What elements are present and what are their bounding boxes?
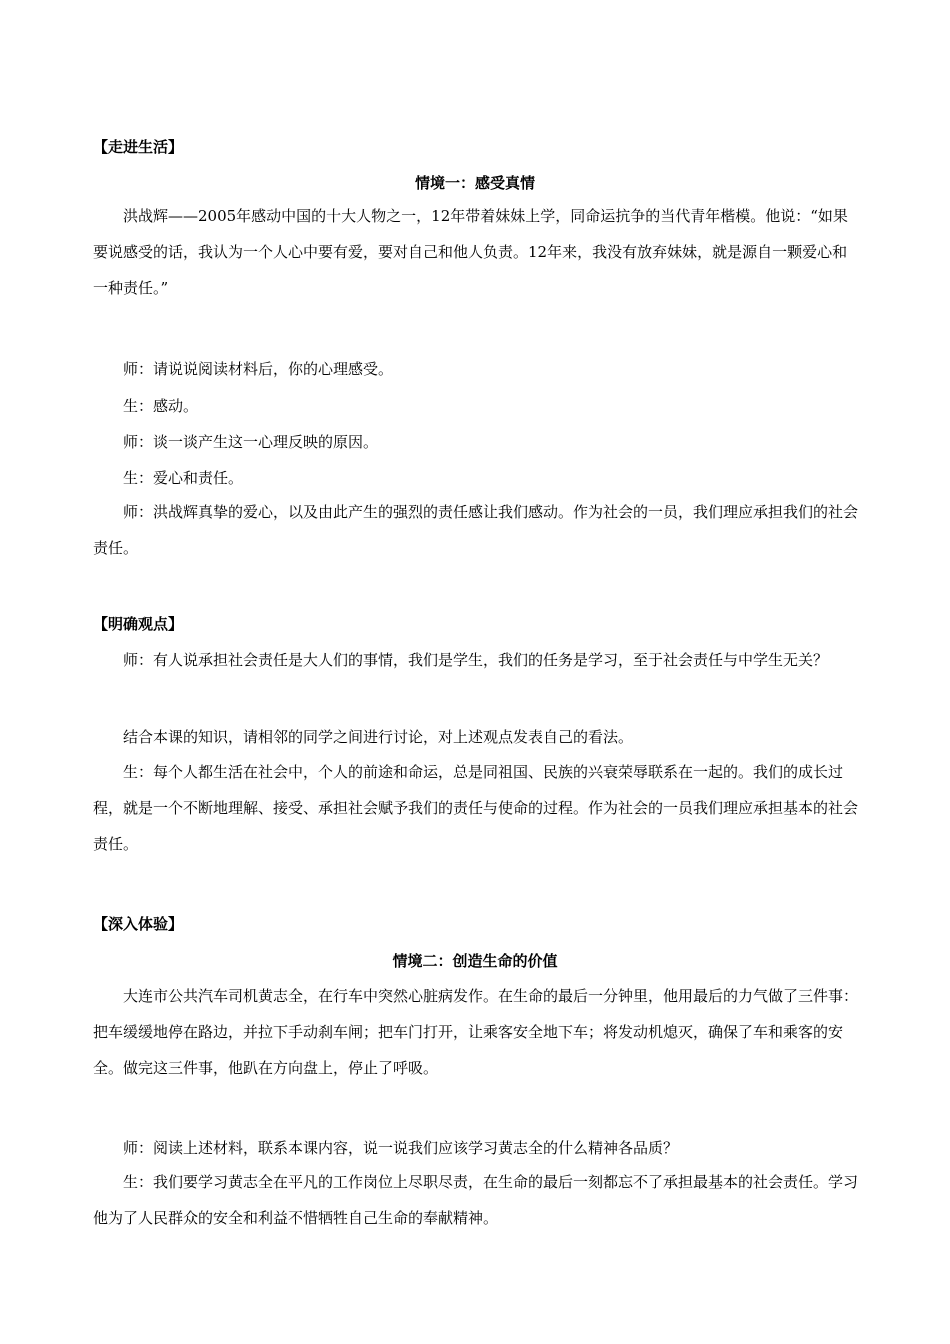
section-heading-experience: 【深入体验】 (93, 915, 184, 933)
teacher-question: 师：有人说承担社会责任是大人们的事情，我们是学生，我们的任务是学习，至于社会责任与中学生无关？ (123, 651, 829, 669)
dialogue-line: 师：谈一谈产生这一心理反映的原因。 (123, 433, 379, 451)
dialogue-line: 师：请说说阅读材料后，你的心理感受。 (123, 360, 394, 378)
student-answer: 生：每个人都生活在社会中，个人的前途和命运，总是同祖国、民族的兴衰荣辱联系在一起的。我们的成长过程，就是一个不断地理解、接受、承担社会赋予我们的责任与使命的过程。作为社会的一员我们理应承担基本的社会责任。 (93, 763, 859, 853)
dialogue-line: 生：爱心和责任。 (123, 469, 244, 487)
teacher-question-two: 师：阅读上述材料，联系本课内容，说一说我们应该学习黄志全的什么精神各品质？ (123, 1139, 679, 1157)
section-heading-viewpoint: 【明确观点】 (93, 615, 184, 633)
scenario-two-story: 大连市公共汽车司机黄志全，在行车中突然心脏病发作。在生命的最后一分钟里，他用最后的力气做了三件事：把车缓缓地停在路边，并拉下手动刹车闸；把车门打开，让乘客安全地下车；将发动机熄灭，确保了车和乘客的安全。做完这三件事，他趴在方向盘上，停止了呼吸。 (93, 987, 859, 1077)
scenario-one-title: 情境一：感受真情 (414, 174, 535, 192)
section-heading-life: 【走进生活】 (93, 138, 184, 156)
dialogue-line: 生：感动。 (123, 397, 199, 415)
teacher-summary: 师：洪战辉真挚的爱心，以及由此产生的强烈的责任感让我们感动。作为社会的一员，我们理应承担我们的社会责任。 (93, 503, 859, 557)
discussion-instruction: 结合本课的知识，请相邻的同学之间进行讨论，对上述观点发表自己的看法。 (123, 728, 634, 746)
scenario-one-story: 洪战辉——2005年感动中国的十大人物之一，12年带着妹妹上学，同命运抗争的当代青年楷模。他说：“如果要说感受的话，我认为一个人心中要有爱，要对自己和他人负责。12年来，我没有放弃妹妹，就是源自一颗爱心和一种责任。” (93, 207, 848, 297)
scenario-two-title: 情境二：创造生命的价值 (392, 952, 558, 970)
student-answer-two: 生：我们要学习黄志全在平凡的工作岗位上尽职尽责，在生命的最后一刻都忘不了承担最基本的社会责任。学习他为了人民群众的安全和利益不惜牺牲自己生命的奉献精神。 (93, 1173, 859, 1227)
